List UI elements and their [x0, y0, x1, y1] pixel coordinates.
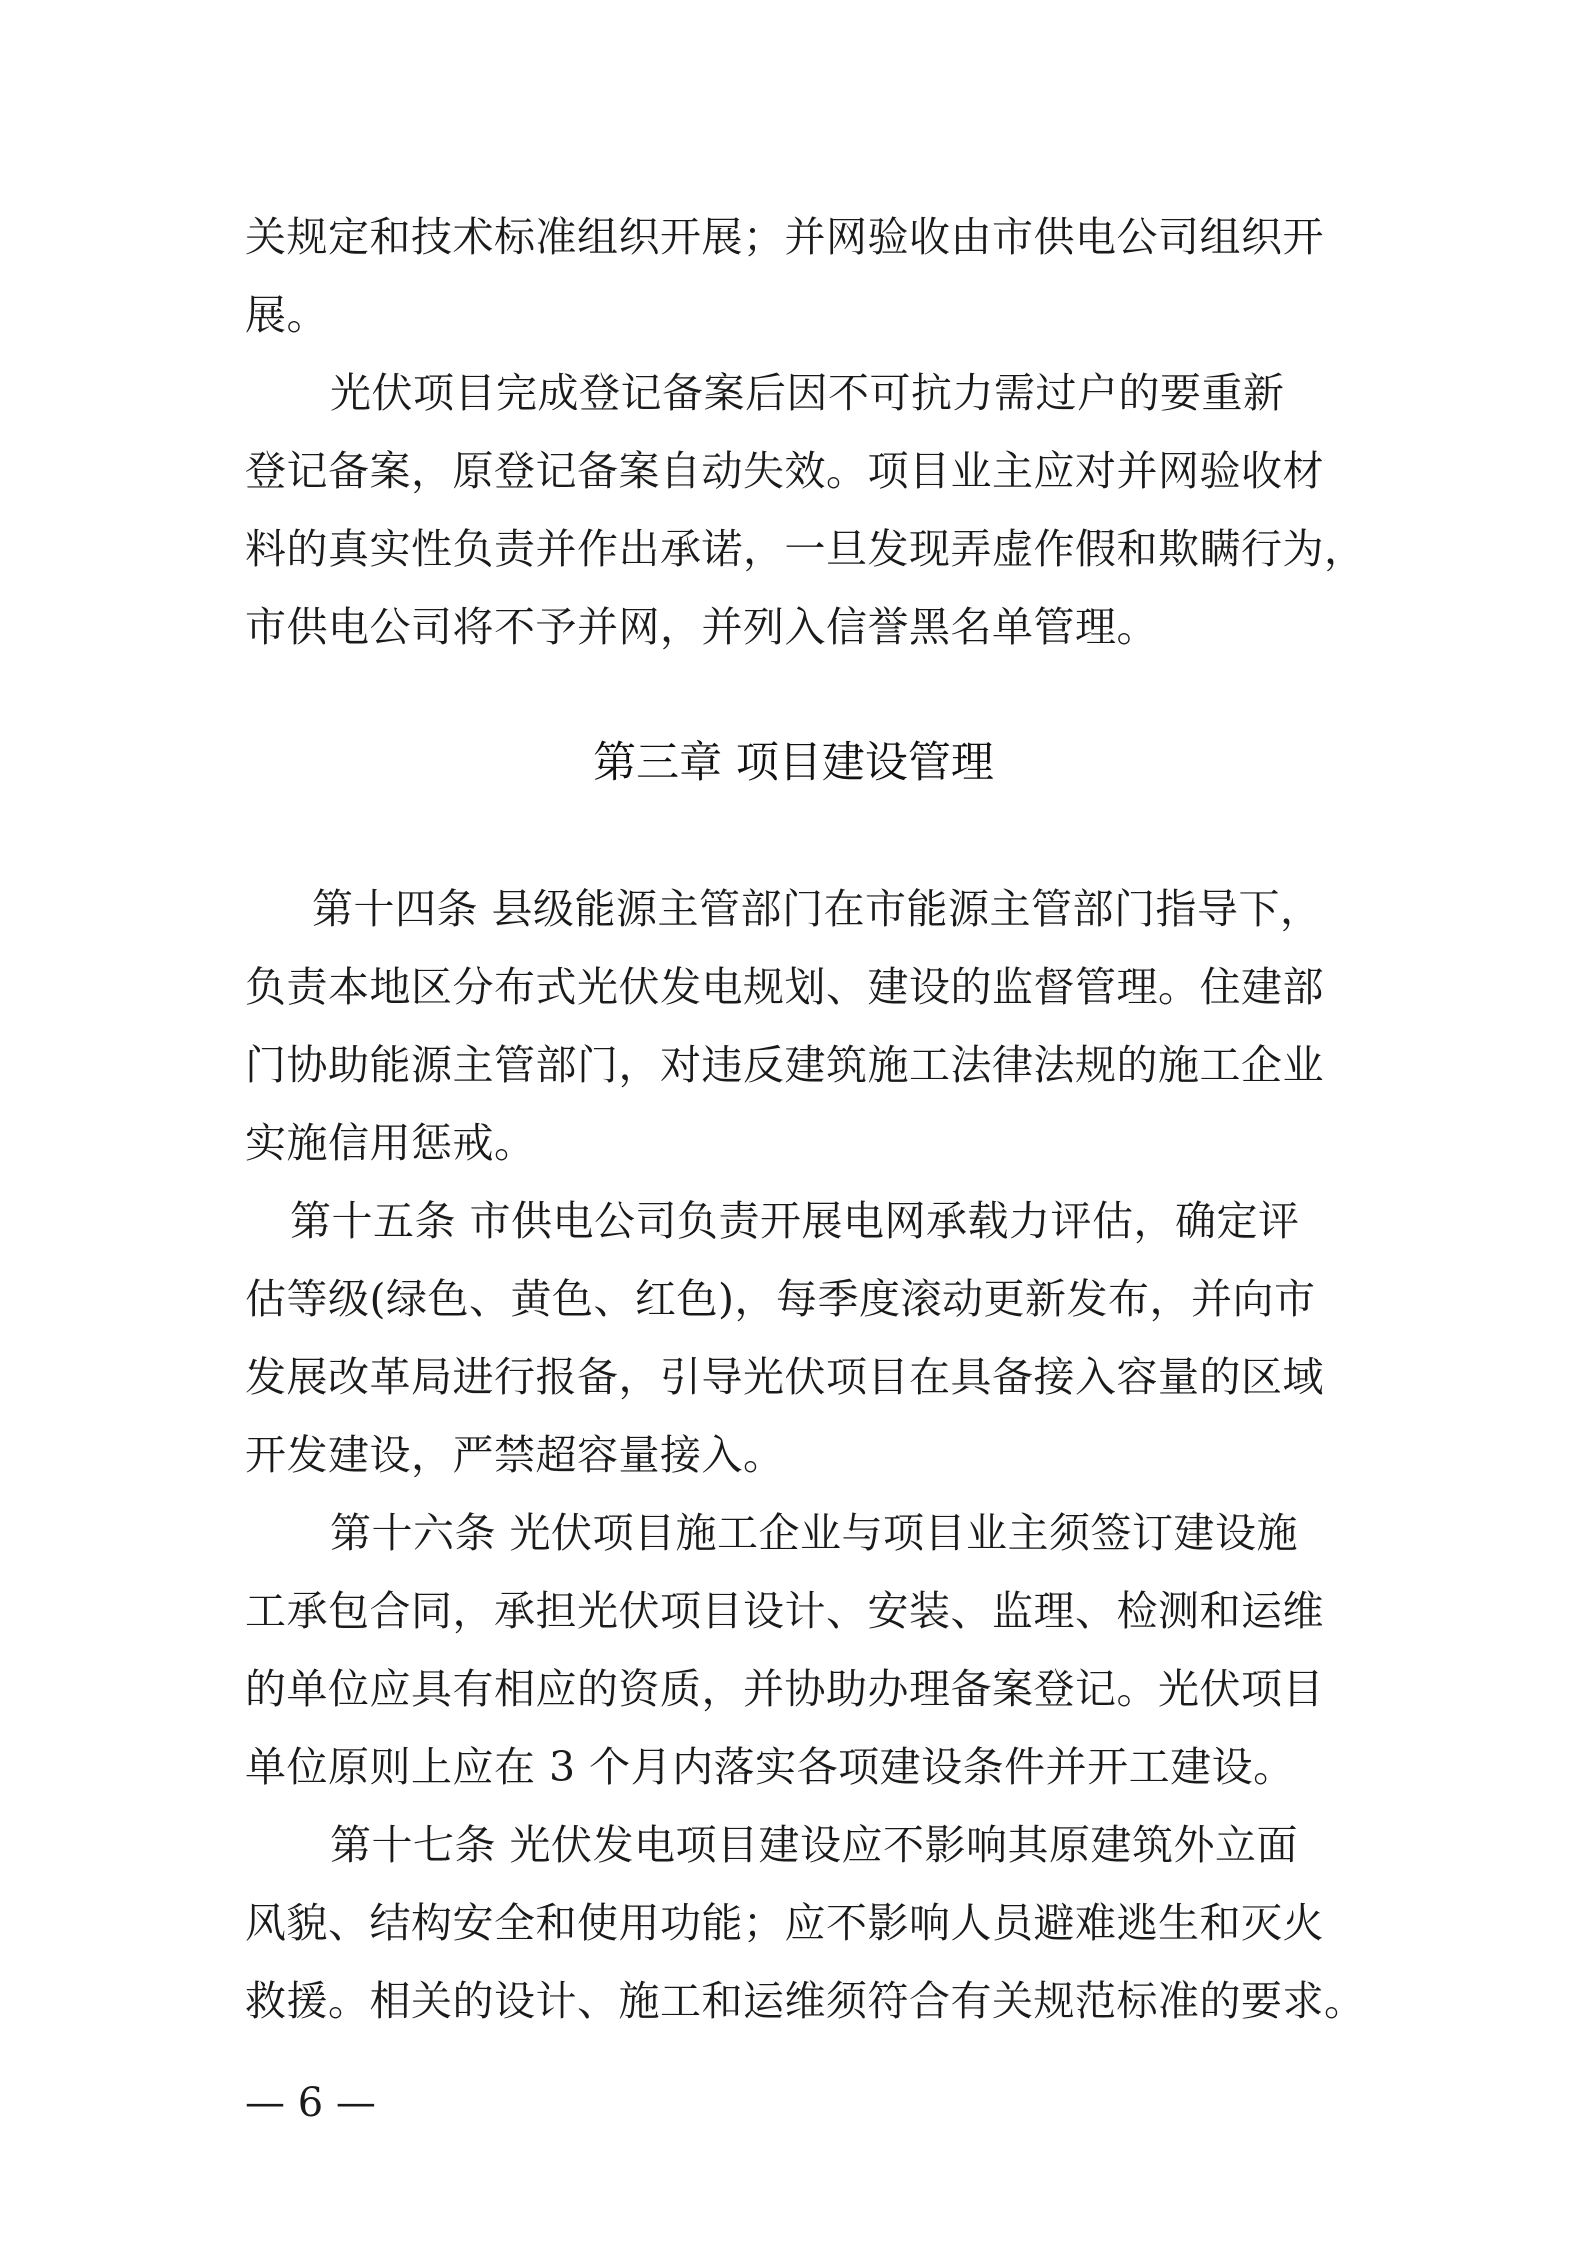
article-line: 风貌、结构安全和使用功能；应不影响人员避难逃生和灭火 — [245, 1899, 1324, 1947]
page-number: — 6 — — [245, 2080, 376, 2126]
article-line: 救援。相关的设计、施工和运维须符合有关规范标准的要求。 — [245, 1977, 1366, 2025]
article-line: 工承包合同，承担光伏项目设计、安装、监理、检测和运维 — [245, 1587, 1324, 1635]
article-line: 开发建设，严禁超容量接入。 — [245, 1431, 785, 1479]
article-line: 负责本地区分布式光伏发电规划、建设的监督管理。住建部 — [245, 963, 1324, 1011]
body-line: 料的真实性负责并作出承诺，一旦发现弄虚作假和欺瞒行为， — [245, 525, 1366, 573]
article-line: 单位原则上应在 3 个月内落实各项建设条件并开工建设。 — [245, 1743, 1295, 1791]
article-line: 的单位应具有相应的资质，并协助办理备案登记。光伏项目 — [245, 1665, 1324, 1713]
article-line: 第十七条 光伏发电项目建设应不影响其原建筑外立面 — [330, 1821, 1299, 1869]
body-line: 光伏项目完成登记备案后因不可抗力需过户的要重新 — [330, 369, 1285, 417]
article-line: 门协助能源主管部门，对违反建筑施工法律法规的施工企业 — [245, 1041, 1324, 1089]
body-line: 关规定和技术标准组织开展；并网验收由市供电公司组织开 — [245, 213, 1324, 261]
body-line: 展。 — [245, 291, 328, 339]
article-line: 第十四条 县级能源主管部门在市能源主管部门指导下， — [312, 885, 1322, 933]
article-line: 估等级(绿色、黄色、红色)，每季度滚动更新发布，并向市 — [245, 1275, 1316, 1323]
chapter-heading: 第三章 项目建设管理 — [593, 738, 994, 788]
body-line: 市供电公司将不予并网，并列入信誉黑名单管理。 — [245, 603, 1158, 651]
body-line: 登记备案，原登记备案自动失效。项目业主应对并网验收材 — [245, 447, 1324, 495]
article-line: 第十六条 光伏项目施工企业与项目业主须签订建设施 — [330, 1509, 1299, 1557]
article-line: 发展改革局进行报备，引导光伏项目在具备接入容量的区域 — [245, 1353, 1324, 1401]
article-line: 实施信用惩戒。 — [245, 1119, 536, 1167]
article-line: 第十五条 市供电公司负责开展电网承载力评估，确定评 — [290, 1197, 1300, 1245]
